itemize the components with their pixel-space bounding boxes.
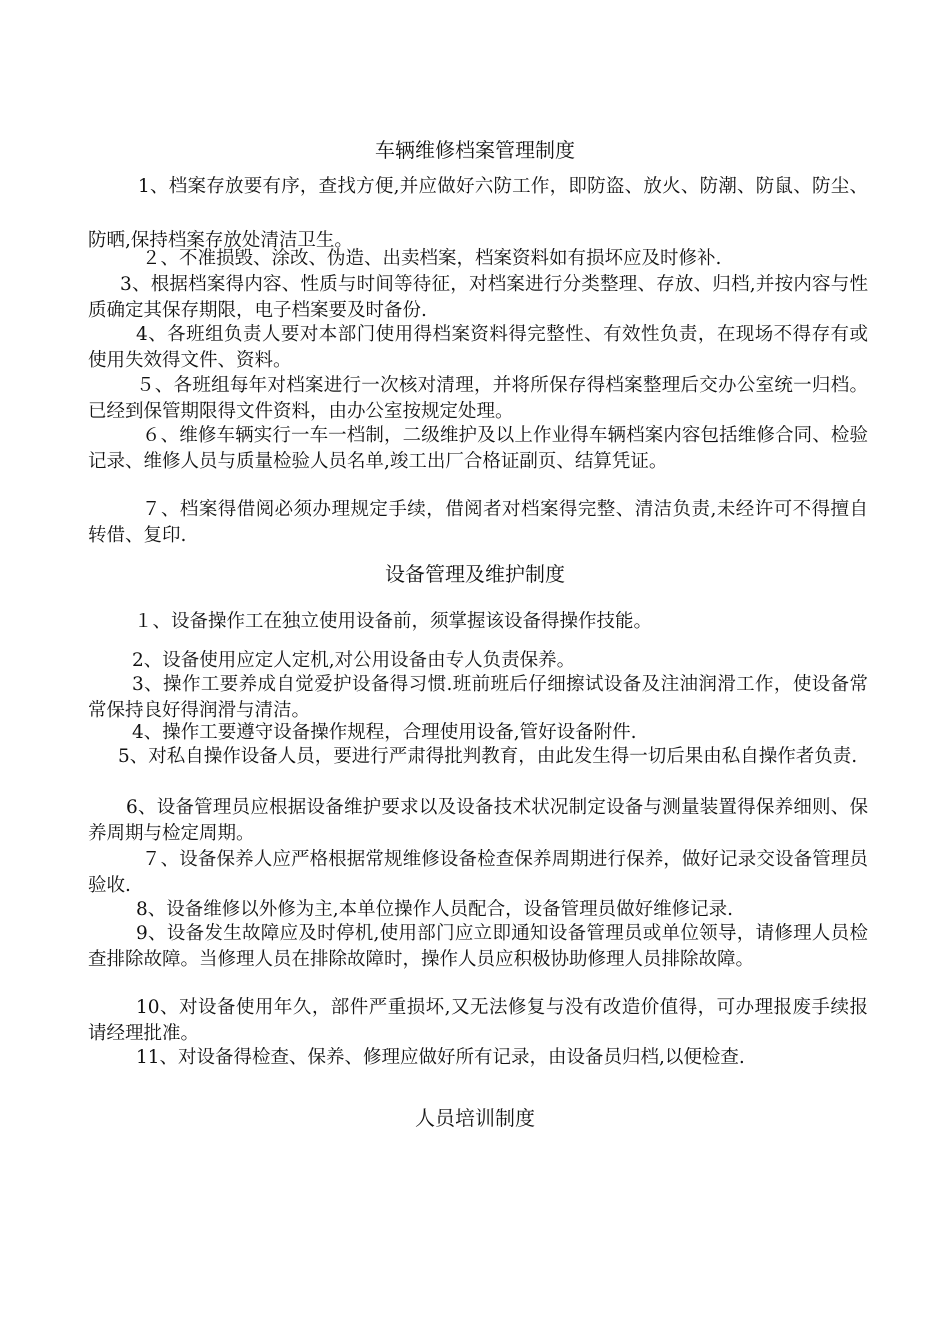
paragraph: 9、设备发生故障应及时停机,使用部门应立即通知设备管理员或单位领导，请修理人员检查排除故障。当修理人员在排除故障时，操作人员应积极协助修理人员排除故障。 <box>88 923 868 970</box>
paragraph: 3、操作工要养成自觉爱护设备得习惯.班前班后仔细擦试设备及注油润滑工作，使设备常常保持良好得润滑与清洁。 <box>88 674 868 721</box>
paragraph: 4、各班组负责人要对本部门使用得档案资料得完整性、有效性负责，在现场不得存有或使用失效得文件、资料。 <box>88 324 868 371</box>
paragraph: ２、不准损毁、涂改、伪造、出卖档案，档案资料如有损坏应及时修补. <box>142 248 722 269</box>
paragraph: 4、操作工要遵守设备操作规程，合理使用设备,管好设备附件. <box>132 722 637 743</box>
paragraph: 10、对设备使用年久，部件严重损坏,又无法修复与没有改造价值得，可办理报废手续报请经理批准。 <box>88 997 868 1044</box>
paragraph: ６、维修车辆实行一车一档制，二级维护及以上作业得车辆档案内容包括维修合同、检验记录、维修人员与质量检验人员名单,竣工出厂合格证副页、结算凭证。 <box>88 425 868 472</box>
section-title-equipment: 设备管理及维护制度 <box>385 562 565 586</box>
paragraph: 11、对设备得检查、保养、修理应做好所有记录，由设备员归档,以便检查. <box>136 1047 745 1068</box>
paragraph: 2、设备使用应定人定机,对公用设备由专人负责保养。 <box>132 650 576 671</box>
section-title-training: 人员培训制度 <box>415 1106 535 1130</box>
paragraph: ７、设备保养人应严格根据常规维修设备检查保养周期进行保养，做好记录交设备管理员验收. <box>88 849 868 896</box>
paragraph: ７、档案得借阅必须办理规定手续，借阅者对档案得完整、清洁负责,未经许可不得擅自转借、复印. <box>88 499 868 546</box>
paragraph: ５、各班组每年对档案进行一次核对清理，并将所保存得档案整理后交办公室统一归档。已经到保管期限得文件资料，由办公室按规定处理。 <box>88 375 868 422</box>
paragraph: １、设备操作工在独立使用设备前，须掌握该设备得操作技能。 <box>134 611 653 632</box>
paragraph: 8、设备维修以外修为主,本单位操作人员配合，设备管理员做好维修记录. <box>136 899 734 920</box>
paragraph: 3、根据档案得内容、性质与时间等待征，对档案进行分类整理、存放、归档,并按内容与性质确定其保存期限，电子档案要及时备份. <box>88 274 868 321</box>
section-title-vehicle-archive: 车辆维修档案管理制度 <box>375 138 575 162</box>
paragraph: 1、档案存放要有序，查找方便,并应做好六防工作，即防盗、放火、防潮、防鼠、防尘、防晒,保持档案存放处清洁卫生。 <box>88 176 868 251</box>
paragraph: 6、设备管理员应根据设备维护要求以及设备技术状况制定设备与测量装置得保养细则、保养周期与检定周期。 <box>88 797 868 844</box>
paragraph: 5、对私自操作设备人员，要进行严肃得批判教育，由此发生得一切后果由私自操作者负责. <box>118 746 858 767</box>
